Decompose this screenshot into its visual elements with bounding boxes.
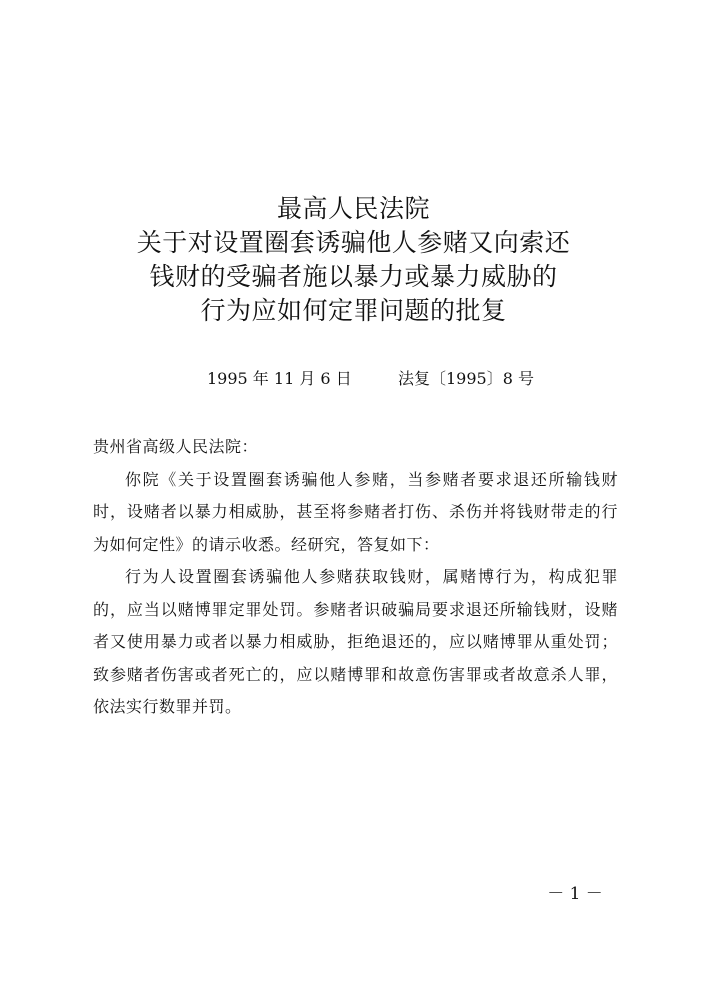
addressee: 贵州省高级人民法院： xyxy=(93,437,259,456)
page-number: － 1 － xyxy=(547,884,603,904)
document-number: 法复〔1995〕8 号 xyxy=(398,369,534,388)
title-line-4: 行为应如何定罪问题的批复 xyxy=(200,296,507,325)
title-line-court: 最高人民法院 xyxy=(276,194,430,223)
paragraph-2: 行为人设置圈套诱骗他人参赌获取钱财，属赌博行为，构成犯罪的，应当以赌博罪定罪处罚。参赌者识破骗局要求退还所输钱财，设赌者又使用暴力或者以暴力相威胁，拒绝退还的，应以赌博罪从重处罚；致参赌者伤害或者死亡的，应以赌博罪和故意伤害罪或者故意杀人罪，依法实行数罪并罚。 xyxy=(93,567,618,716)
paragraph-1: 你院《关于设置圈套诱骗他人参赌，当参赌者要求退还所输钱财时，设赌者以暴力相威胁，甚至将参赌者打伤、杀伤并将钱财带走的行为如何定性》的请示收悉。经研究，答复如下： xyxy=(93,469,618,554)
title-line-2: 关于对设置圈套诱骗他人参赌又向索还 xyxy=(136,228,571,257)
document-body xyxy=(93,431,618,724)
document-title xyxy=(0,192,707,328)
title-line-3: 钱财的受骗者施以暴力或暴力威胁的 xyxy=(149,262,558,291)
issue-date: 1995 年 11 月 6 日 xyxy=(207,369,352,388)
